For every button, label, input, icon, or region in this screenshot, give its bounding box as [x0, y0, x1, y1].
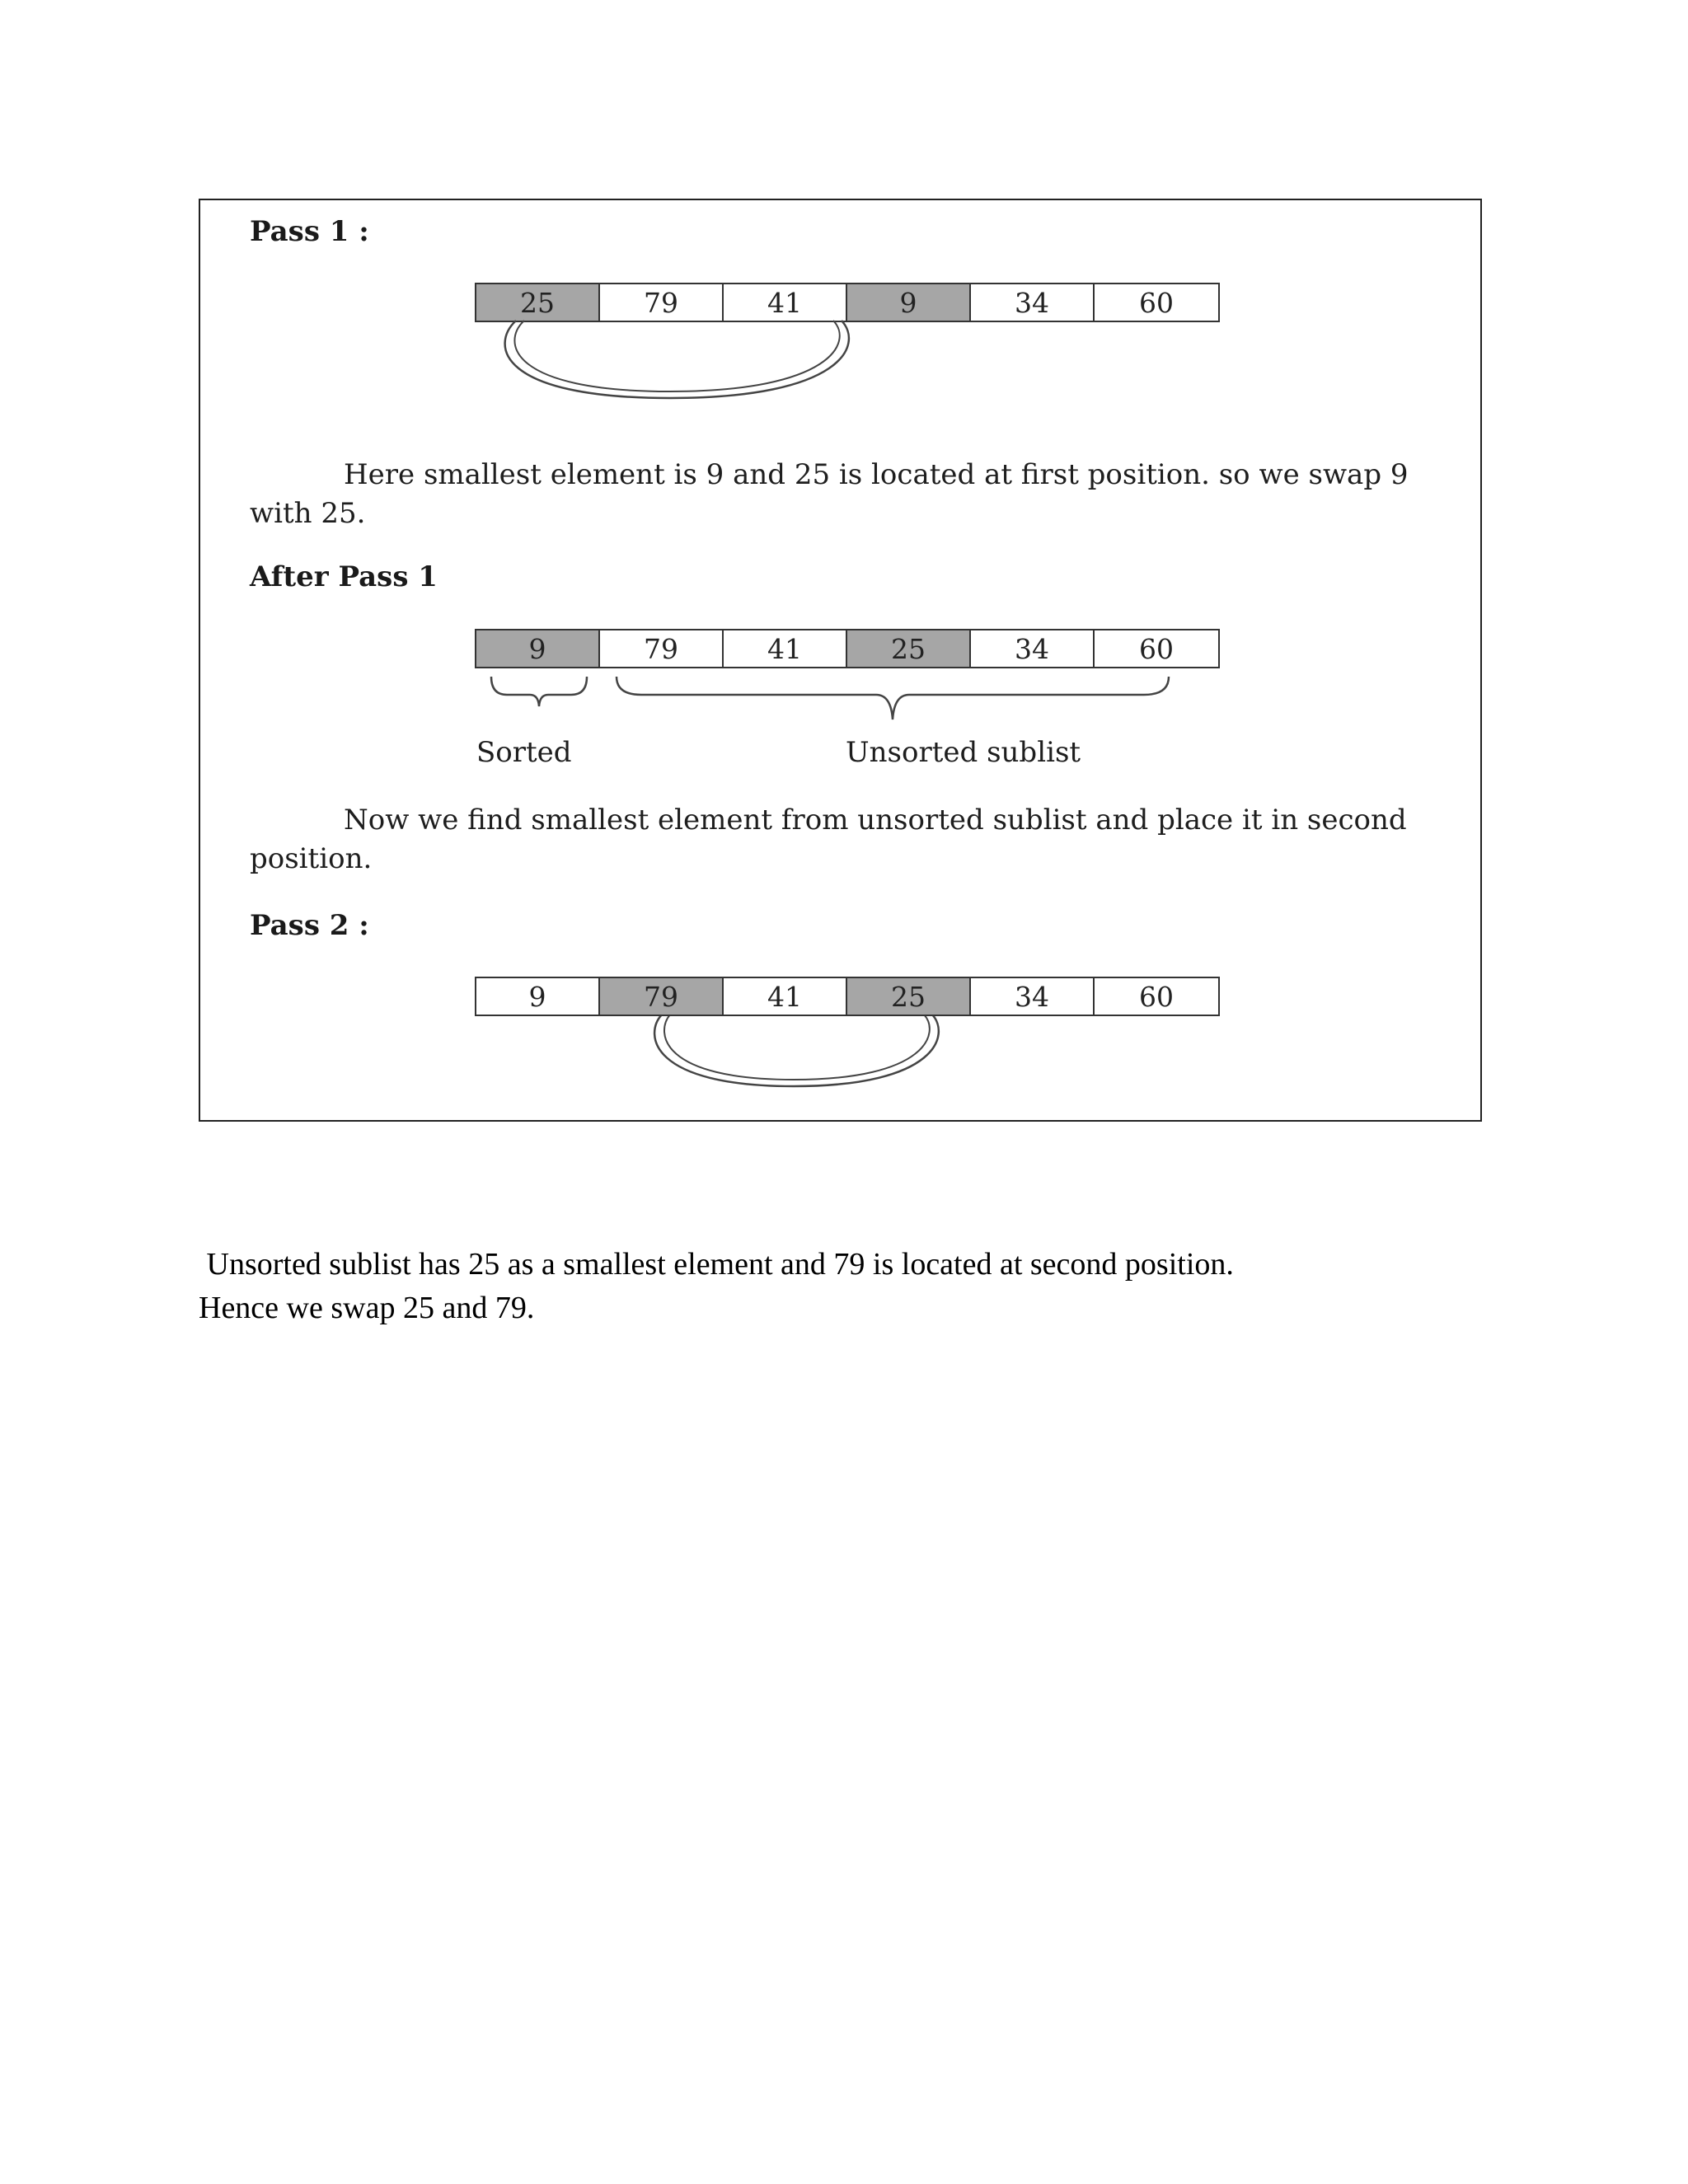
after-pass1-array [475, 629, 1220, 668]
unsorted-sublist-label: Unsorted sublist [846, 736, 1081, 769]
body-line-2: Hence we swap 25 and 79. [199, 1291, 535, 1325]
after-pass1-heading: After Pass 1 [250, 560, 438, 593]
array-cell: 60 [1095, 284, 1218, 321]
array-cell: 34 [971, 630, 1095, 667]
sorted-label: Sorted [476, 736, 572, 769]
array-cell: 79 [600, 284, 724, 321]
pass1-swap-arc [505, 321, 849, 398]
array-cell: 41 [724, 630, 847, 667]
array-cell: 25 [847, 978, 971, 1015]
array-cell: 9 [847, 284, 971, 321]
pass2-swap-arc-inner [664, 1015, 930, 1080]
after-pass1-explanation-text: Now we find smallest element from unsorted sublist and place it in second position. [250, 804, 1407, 875]
array-cell: 79 [600, 630, 724, 667]
body-line-1: Unsorted sublist has 25 as a smallest element and 79 is located at second position. [199, 1247, 1234, 1282]
pass2-swap-arc [654, 1015, 939, 1086]
array-cell: 41 [724, 284, 847, 321]
selection-sort-figure [199, 199, 1482, 1122]
array-cell: 41 [724, 978, 847, 1015]
unsorted-brace [617, 677, 1169, 719]
pass1-swap-arc-inner [514, 321, 839, 391]
array-cell: 9 [476, 630, 600, 667]
pass2-array [475, 977, 1220, 1016]
array-cell: 34 [971, 284, 1095, 321]
pass1-explanation-text: Here smallest element is 9 and 25 is located at first position. so we swap 9 with 25. [250, 458, 1409, 530]
array-cell: 25 [476, 284, 600, 321]
array-cell: 25 [847, 630, 971, 667]
pass1-explanation [250, 456, 1453, 533]
after-pass1-explanation [250, 801, 1453, 879]
array-cell: 79 [600, 978, 724, 1015]
body-paragraph [199, 1243, 1484, 1330]
array-cell: 9 [476, 978, 600, 1015]
array-cell: 60 [1095, 630, 1218, 667]
array-cell: 34 [971, 978, 1095, 1015]
array-cell: 60 [1095, 978, 1218, 1015]
pass1-heading: Pass 1 : [250, 215, 369, 248]
pass2-heading: Pass 2 : [250, 909, 369, 942]
sorted-brace [491, 677, 587, 706]
